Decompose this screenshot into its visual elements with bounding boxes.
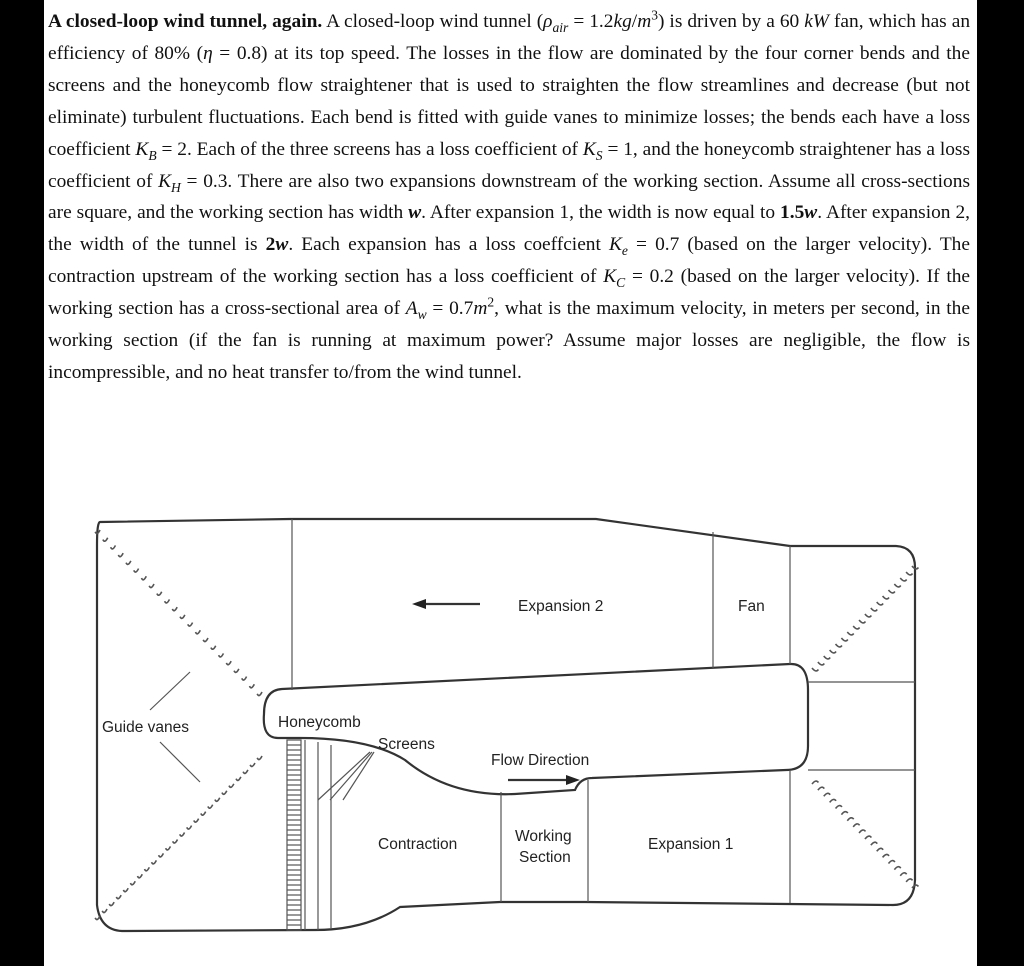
guide-vane-bottom-right: [906, 879, 912, 882]
guide-vane-top-right: [830, 650, 836, 653]
guide-vane-top-left: [226, 661, 231, 665]
problem-body: A closed-loop wind tunnel $(\rho_{air} = 1.2kg/m^3)$ is driven by a 60 kW fan, which has an efficiency of 80% (η = 0.8) at its top speed. The losses in the flow are dominated by the four corner bends and the screens and the honeycomb flow straightener that is used to straighten the flow streamlines and decrease (but not eliminate) turbulent fluctuations. Each bend is fitted with guide vanes to minimize losses; the bends each have a loss coefficient $K_B = 2$. Each of the three screens has a loss coefficient of $K_S = 1$, and the honeycomb straightener has a loss coefficient of $K_H = 0.3$. There are also two expansions downstream of the working section. Assume all cross-sections are square, and the working section has width w. After expansion 1, the width is now equal to 1.5w. After expansion 2, the width of the tunnel is 2w. Each expansion has a loss coeffcient $K_e = 0.7$ (based on the larger velocity). The contraction upstream of the working section has a loss coefficient of $K_C = 0.2$ (based on the larger velocity). If the working section has a cross-sectional area of $A_w = 0.7m^2$, what is the maximum velocity, in meters per second, in the working section (if the fan is running at maximum power? Assume major losses are negligible, the flow is incompressible, and no heat transfer to/from the wind tunnel.: [48, 7, 971, 383]
guide-vane-top-left: [111, 545, 116, 549]
guide-vane-bottom-left: [222, 791, 227, 795]
guide-vane-bottom-right: [871, 842, 877, 845]
guide-vane-top-right: [836, 644, 842, 647]
guide-vane-top-left: [195, 630, 200, 634]
guide-vane-top-right: [818, 662, 824, 665]
guide-vane-bottom-right: [859, 830, 865, 833]
guide-vane-top-right: [865, 614, 871, 617]
guide-vane-top-right: [883, 596, 889, 599]
guide-vane-bottom-left: [145, 867, 150, 871]
guide-vane-top-right: [812, 668, 818, 671]
guide-vane-bottom-right: [836, 806, 842, 809]
guide-vane-top-left: [165, 599, 170, 603]
guide-vane-top-right: [900, 578, 906, 581]
guide-vane-top-left: [249, 684, 254, 688]
guide-vane-bottom-left: [215, 798, 220, 802]
guide-vane-top-left: [141, 576, 146, 580]
guide-vane-bottom-left: [130, 881, 135, 885]
guide-vane-top-left: [134, 569, 139, 573]
guide-vane-bottom-left: [166, 846, 171, 850]
guide-vane-bottom-right: [841, 812, 847, 815]
guide-vane-top-left: [126, 561, 131, 565]
guide-vane-bottom-right: [812, 781, 818, 784]
flow-arrow-top: [412, 599, 480, 609]
tunnel-outer-wall: [97, 519, 915, 931]
guide-vane-top-right: [871, 608, 877, 611]
guide-vane-bottom-left: [137, 874, 142, 878]
honeycomb-straightener: [287, 740, 301, 930]
guide-vane-top-left: [203, 638, 208, 642]
guide-vane-top-right: [877, 602, 883, 605]
guide-vane-bottom-right: [865, 836, 871, 839]
guide-vane-bottom-left: [194, 819, 199, 823]
guide-vane-top-right: [847, 632, 853, 635]
guide-vane-top-right: [906, 572, 912, 575]
guide-vane-top-right: [841, 638, 847, 641]
flow-direction-arrow: [508, 775, 580, 785]
guide-vane-bottom-right: [894, 867, 900, 870]
label-expansion-2: Expansion 2: [518, 598, 604, 615]
guide-vane-bottom-left: [159, 853, 164, 857]
guide-vane-bottom-left: [201, 812, 206, 816]
guide-vane-top-left: [211, 646, 216, 650]
guide-vane-top-right: [894, 584, 900, 587]
guide-vane-bottom-right: [877, 848, 883, 851]
guide-vane-top-left: [234, 669, 239, 673]
guide-vane-bottom-left: [116, 895, 121, 899]
guide-vane-bottom-right: [830, 799, 836, 802]
guide-vane-top-left: [188, 623, 193, 627]
guide-vane-bottom-left: [236, 777, 241, 781]
guide-vane-bottom-right: [847, 818, 853, 821]
guide-vane-bottom-right: [883, 854, 889, 857]
label-working-section-1: Working: [515, 828, 572, 845]
label-guide-vanes: Guide vanes: [102, 719, 190, 736]
label-working-section-2: Section: [519, 849, 571, 866]
guide-vane-bottom-left: [102, 909, 107, 913]
guide-vane-bottom-left: [187, 826, 192, 830]
guide-vane-top-left: [242, 677, 247, 681]
label-honeycomb: Honeycomb: [278, 714, 361, 731]
guide-vane-bottom-left: [243, 770, 248, 774]
guide-vane-bottom-left: [173, 839, 178, 843]
guide-vane-top-left: [257, 692, 262, 696]
guide-vane-top-left: [149, 584, 154, 588]
guide-vane-top-left: [157, 592, 162, 596]
guide-vane-top-left: [118, 553, 123, 557]
guide-vane-top-left: [172, 607, 177, 611]
guide-vane-top-right: [853, 626, 859, 629]
label-screens: Screens: [378, 736, 435, 753]
guide-vane-bottom-left: [180, 833, 185, 837]
guide-vane-bottom-left: [257, 756, 262, 760]
guide-vane-bottom-right: [818, 787, 824, 790]
guide-vane-top-left: [103, 538, 108, 542]
guide-vanes: [95, 530, 918, 920]
guide-vane-bottom-left: [123, 888, 128, 892]
label-fan: Fan: [738, 598, 765, 615]
guide-vanes-leader-up: [150, 672, 190, 710]
guide-vane-top-right: [888, 590, 894, 593]
label-expansion-1: Expansion 1: [648, 836, 734, 853]
guide-vane-bottom-left: [152, 860, 157, 864]
problem-lead: A closed-loop wind tunnel, again.: [48, 11, 323, 32]
guide-vane-bottom-left: [208, 805, 213, 809]
guide-vane-bottom-left: [229, 784, 234, 788]
guide-vane-bottom-left: [250, 763, 255, 767]
guide-vane-top-left: [219, 653, 224, 657]
guide-vane-bottom-left: [95, 916, 100, 920]
guide-vane-bottom-right: [888, 861, 894, 864]
label-contraction: Contraction: [378, 836, 458, 853]
guide-vane-bottom-left: [109, 902, 114, 906]
label-flow-direction: Flow Direction: [491, 752, 590, 769]
guide-vane-bottom-right: [900, 873, 906, 876]
guide-vane-top-left: [180, 615, 185, 619]
guide-vane-bottom-right: [824, 793, 830, 796]
guide-vane-bottom-right: [853, 824, 859, 827]
guide-vane-top-right: [824, 656, 830, 659]
screens: [305, 740, 374, 930]
guide-vane-top-right: [859, 620, 865, 623]
guide-vanes-leader-down: [160, 742, 200, 782]
